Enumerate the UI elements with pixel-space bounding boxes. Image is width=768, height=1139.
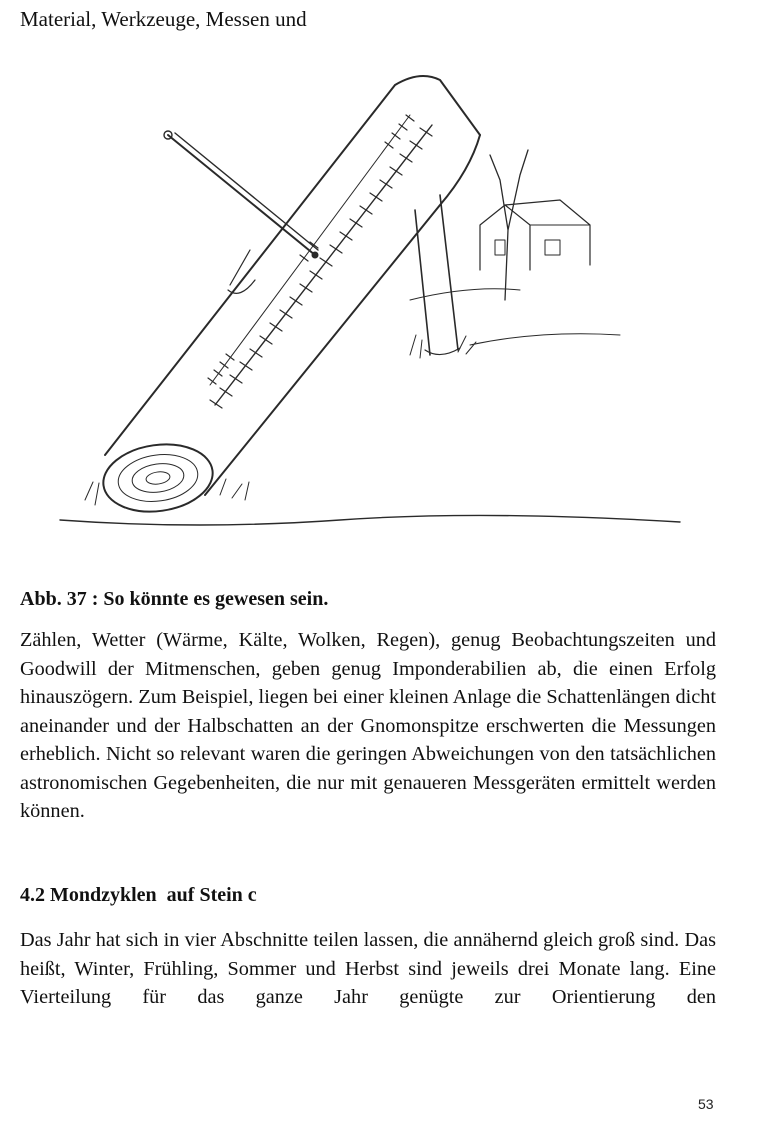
sundial-log-sketch <box>40 60 690 540</box>
running-header: Material, Werkzeuge, Messen und <box>20 7 307 31</box>
log-gnomon-illustration <box>40 60 690 540</box>
page-number: 53 <box>698 1096 714 1112</box>
body-paragraph: Zählen, Wetter (Wärme, Kälte, Wolken, Regen), genug Beobachtungszeiten und Goodwill der Mitmenschen, geben genug Imponderabilien ab, die einen Erfolg hinauszögern. Zum Beispiel, liegen bei einer kleinen Anlage die Schattenlängen dicht aneinander und der Halbschatten an der Gnomonspitze erschwerten die Messungen erheblich. Nicht so relevant waren die geringen Abweichungen von den tatsächlichen astronomischen Gegebenheiten, die nur mit genaueren Messgeräten ermittelt werden können. <box>20 629 716 822</box>
section-heading: 4.2 Mondzyklen auf Stein c <box>20 884 257 906</box>
body-paragraph: Das Jahr hat sich in vier Abschnitte teilen lassen, die annähernd gleich groß sind. Das heißt, Winter, Frühling, Sommer und Herbst sind jeweils drei Monate lang. Eine Vierteilung für das ganze Jahr genügte zur Orientierung den <box>20 929 716 1008</box>
scale-tick-marks <box>208 115 432 408</box>
figure-caption: Abb. 37 : So könnte es gewesen sein. <box>20 588 329 610</box>
